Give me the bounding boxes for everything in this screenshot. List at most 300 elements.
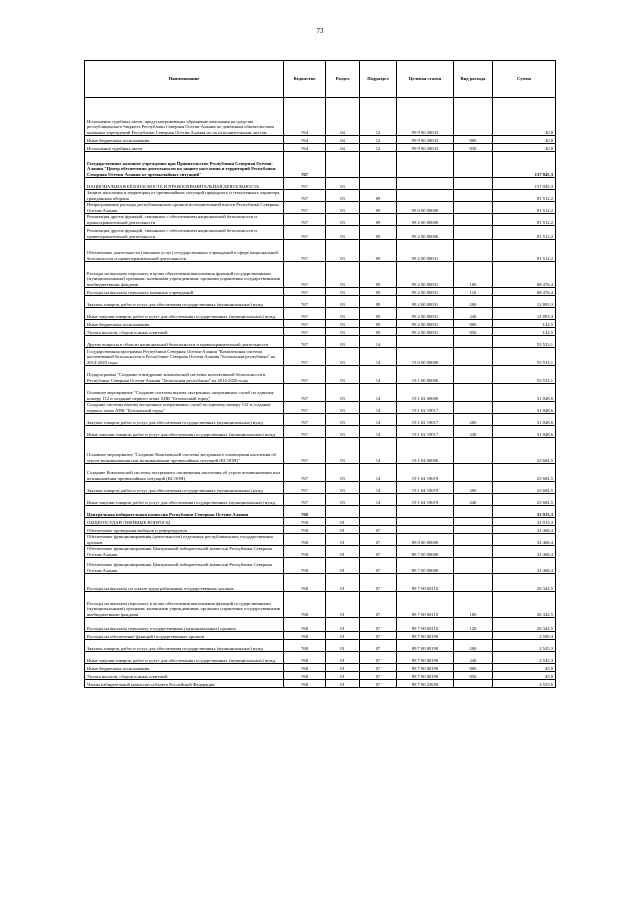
cell-name: Создание системы вызова экстренных оперативных служб по единому номеру 112 и создание первого этапа АПК "Безопасный город" — [85, 402, 284, 414]
cell-target-article: 99 2 00 00031 — [397, 262, 454, 288]
cell-target-article: 99 2 00 00000 — [397, 226, 454, 240]
cell-name: Обеспечение функционирования (деятельности) отдельных республиканских государственных органов — [85, 534, 284, 546]
cell-subsection: 14 — [360, 366, 397, 384]
cell-expense-type: 240 — [454, 426, 493, 438]
cell-section: 03 — [326, 308, 360, 320]
cell-target-article: 89 0 00 00000 — [397, 534, 454, 546]
header-name: Наименование — [85, 61, 284, 98]
cell-department: 767 — [284, 178, 326, 190]
cell-subsection: 14 — [360, 494, 397, 506]
cell-name: Основное мероприятие "Создание Комплексной системы экстренного оповещения населения об угрозе возникновения или возникновении чрезвычайных ситуаций (КСЭОН)" — [85, 438, 284, 464]
cell-name: Иные бюджетные ассигнования — [85, 320, 284, 328]
cell-subsection: 09 — [360, 308, 397, 320]
cell-name: Иные закупки товаров, работ и услуг для обеспечения государственных (муниципальных) нужд — [85, 426, 284, 438]
cell-section: 03 — [326, 214, 360, 226]
cell-name: НАЦИОНАЛЬНАЯ БЕЗОПАСНОСТЬ И ПРАВООХРАНИТЕЛЬНАЯ ДЕЯТЕЛЬНОСТЬ — [85, 178, 284, 190]
cell-expense-type — [454, 214, 493, 226]
cell-department: 767 — [284, 308, 326, 320]
cell-name: Закупка товаров, работ и услуг для обеспечения государственных (муниципальных) нужд — [85, 640, 284, 652]
cell-department: 767 — [284, 482, 326, 494]
cell-expense-type — [454, 402, 493, 414]
cell-section: 03 — [326, 202, 360, 214]
cell-subsection — [360, 178, 397, 190]
cell-target-article: 19 1 02 00000 — [397, 384, 454, 402]
cell-name: Члены избирательной комиссии субъекта Российской Федерации — [85, 680, 284, 688]
cell-department: 767 — [284, 348, 326, 366]
table-row — [85, 288, 556, 296]
table-header-row — [85, 61, 556, 98]
cell-name: Реализация других функций, связанных с обеспечением национальной безопасности и правоохранительной деятельности — [85, 214, 284, 226]
cell-subsection: 09 — [360, 296, 397, 308]
cell-name: Государственное казенное учреждение при Правительстве Республики Северная Осетия-Алания "Центр обеспечения деятельности по защите населения и территорий Республики Северная Осетия-Алания от чрезвычайных ситуаций" — [85, 152, 284, 178]
cell-name: ОБЩЕГОСУДАРСТВЕННЫЕ ВОПРОСЫ — [85, 518, 284, 526]
cell-expense-type — [454, 348, 493, 366]
cell-expense-type: 240 — [454, 308, 493, 320]
table-body — [85, 98, 556, 688]
cell-target-article: 89 7 00 00000 — [397, 558, 454, 574]
cell-subsection: 09 — [360, 226, 397, 240]
cell-expense-type — [454, 152, 493, 178]
cell-expense-type — [454, 98, 493, 136]
cell-expense-type — [454, 464, 493, 482]
cell-target-article: 89 7 00 00190 — [397, 672, 454, 680]
cell-expense-type: 200 — [454, 414, 493, 426]
cell-subsection: 07 — [360, 640, 397, 652]
cell-department: 768 — [284, 518, 326, 526]
cell-name: Закупка товаров, работ и услуг для обеспечения государственных (муниципальных) нужд — [85, 482, 284, 494]
header-target-article: Целевая статья — [397, 61, 454, 98]
cell-department: 768 — [284, 632, 326, 640]
table-row — [85, 240, 556, 262]
cell-section — [326, 506, 360, 518]
cell-department: 767 — [284, 328, 326, 336]
cell-name: Иные бюджетные ассигнования — [85, 664, 284, 672]
table-row — [85, 262, 556, 288]
cell-expense-type — [454, 202, 493, 214]
cell-name: Расходы на выплаты персоналу казенных учреждений — [85, 288, 284, 296]
cell-expense-type — [454, 526, 493, 534]
cell-expense-type — [454, 178, 493, 190]
cell-amount: 23 684,5 — [493, 464, 556, 482]
cell-department: 768 — [284, 664, 326, 672]
cell-amount: 23 684,5 — [493, 482, 556, 494]
table-row — [85, 366, 556, 384]
cell-amount: 20,0 — [493, 98, 556, 136]
header-department: Ведомство — [284, 61, 326, 98]
cell-name: Обеспечение функционирования Центральной избирательной комиссии Республики Северная Осетия-Алания — [85, 558, 284, 574]
cell-department: 767 — [284, 320, 326, 328]
table-row — [85, 518, 556, 526]
cell-section: 04 — [326, 136, 360, 144]
cell-target-article — [397, 506, 454, 518]
cell-department: 767 — [284, 438, 326, 464]
table-row — [85, 296, 556, 308]
cell-section: 03 — [326, 190, 360, 202]
cell-section: 01 — [326, 632, 360, 640]
cell-name: Расходы на выплаты персоналу в целях обеспечения выполнения функций государственными (муниципальными) органами, казенными учреждениями, органами управления государственными внебюджетными фондами — [85, 262, 284, 288]
cell-amount: 81 512,2 — [493, 226, 556, 240]
cell-subsection: 07 — [360, 618, 397, 632]
cell-subsection: 14 — [360, 402, 397, 414]
cell-amount: 55 533,1 — [493, 336, 556, 348]
cell-section: 03 — [326, 384, 360, 402]
cell-target-article: 89 7 00 00190 — [397, 632, 454, 640]
cell-section: 03 — [326, 178, 360, 190]
cell-section: 01 — [326, 664, 360, 672]
cell-target-article — [397, 152, 454, 178]
cell-subsection: 12 — [360, 98, 397, 136]
cell-expense-type: 200 — [454, 482, 493, 494]
cell-department: 767 — [284, 464, 326, 482]
cell-amount: 55 533,1 — [493, 366, 556, 384]
cell-expense-type: 200 — [454, 296, 493, 308]
cell-department: 767 — [284, 262, 326, 288]
cell-department: 764 — [284, 144, 326, 152]
cell-amount: 81 512,2 — [493, 214, 556, 226]
table-row — [85, 348, 556, 366]
cell-amount: 2 590,3 — [493, 632, 556, 640]
cell-amount: 31 848,6 — [493, 414, 556, 426]
cell-target-article — [397, 178, 454, 190]
cell-target-article: 19 0 00 00000 — [397, 348, 454, 366]
cell-section: 04 — [326, 98, 360, 136]
cell-name: Обеспечение проведения выборов и референдумов — [85, 526, 284, 534]
cell-subsection: 09 — [360, 328, 397, 336]
cell-expense-type: 800 — [454, 664, 493, 672]
cell-department: 767 — [284, 402, 326, 414]
cell-section: 01 — [326, 592, 360, 618]
table-row — [85, 464, 556, 482]
table-row — [85, 214, 556, 226]
cell-department: 768 — [284, 574, 326, 592]
cell-department: 768 — [284, 680, 326, 688]
header-amount: Сумма — [493, 61, 556, 98]
cell-amount: 142,5 — [493, 328, 556, 336]
cell-name: Исполнение судебных актов — [85, 144, 284, 152]
cell-expense-type — [454, 240, 493, 262]
cell-section: 03 — [326, 464, 360, 482]
table-row — [85, 592, 556, 618]
cell-section: 01 — [326, 518, 360, 526]
cell-name: Подпрограмма "Создание и внедрение комплексной системы коллективной безопасности в Республике Северная Осетия-Алания "Безопасная республика" на 2014-2020 годы — [85, 366, 284, 384]
cell-target-article: 99 2 00 00031 — [397, 320, 454, 328]
cell-expense-type — [454, 190, 493, 202]
table-row — [85, 152, 556, 178]
cell-department: 768 — [284, 526, 326, 534]
cell-subsection: 07 — [360, 546, 397, 558]
table-row — [85, 546, 556, 558]
cell-section: 03 — [326, 426, 360, 438]
cell-amount: 31 848,6 — [493, 402, 556, 414]
cell-amount: 26 342,5 — [493, 618, 556, 632]
cell-department: 767 — [284, 414, 326, 426]
cell-target-article — [397, 190, 454, 202]
cell-target-article — [397, 518, 454, 526]
cell-expense-type: 240 — [454, 652, 493, 664]
table-row — [85, 308, 556, 320]
cell-subsection: 09 — [360, 202, 397, 214]
cell-expense-type: 100 — [454, 262, 493, 288]
cell-name: Государственная программа Республики Северная Осетия-Алания "Комплексная система коллективной безопасности в Республике Северная Осетия-Алания "Безопасная республика" на 2014-2020 годы — [85, 348, 284, 366]
cell-target-article: 19 1 04 19019 — [397, 464, 454, 482]
cell-subsection — [360, 152, 397, 178]
cell-subsection: 14 — [360, 438, 397, 464]
cell-department: 767 — [284, 296, 326, 308]
cell-department: 768 — [284, 672, 326, 680]
cell-department: 768 — [284, 558, 326, 574]
cell-expense-type: 800 — [454, 136, 493, 144]
cell-section — [326, 152, 360, 178]
cell-amount: 137 045,3 — [493, 152, 556, 178]
cell-amount: 23 684,5 — [493, 438, 556, 464]
cell-subsection — [360, 518, 397, 526]
cell-department: 767 — [284, 288, 326, 296]
cell-amount: 81 512,2 — [493, 190, 556, 202]
cell-target-article: 99 2 00 00031 — [397, 308, 454, 320]
cell-expense-type — [454, 384, 493, 402]
table-row — [85, 414, 556, 426]
cell-section: 03 — [326, 262, 360, 288]
cell-name: Уплата налогов, сборов и иных платежей — [85, 672, 284, 680]
cell-subsection: 09 — [360, 320, 397, 328]
cell-amount: 2 545,3 — [493, 652, 556, 664]
cell-subsection: 07 — [360, 574, 397, 592]
table-row — [85, 506, 556, 518]
cell-target-article: 99 9 00 28033 — [397, 98, 454, 136]
table-row — [85, 534, 556, 546]
cell-department: 767 — [284, 336, 326, 348]
cell-section: 03 — [326, 336, 360, 348]
cell-amount: 3 535,6 — [493, 680, 556, 688]
table-row — [85, 482, 556, 494]
cell-target-article: 89 7 00 00110 — [397, 592, 454, 618]
cell-expense-type — [454, 226, 493, 240]
budget-table — [84, 60, 556, 688]
cell-section: 01 — [326, 574, 360, 592]
cell-target-article: 19 1 02 19017 — [397, 414, 454, 426]
cell-expense-type: 850 — [454, 672, 493, 680]
cell-name: Обеспечение деятельности (оказание услуг) государственных учреждений в сфере национальной безопасности и правоохранительной деятельности — [85, 240, 284, 262]
cell-expense-type: 120 — [454, 618, 493, 632]
cell-target-article — [397, 526, 454, 534]
cell-section: 01 — [326, 672, 360, 680]
cell-subsection: 12 — [360, 144, 397, 152]
cell-amount: 26 342,5 — [493, 592, 556, 618]
cell-amount: 68 476,4 — [493, 288, 556, 296]
cell-name: Расходы на выплаты персоналу государственных (муниципальных) органов — [85, 618, 284, 632]
table-row — [85, 190, 556, 202]
cell-amount: 32 468,4 — [493, 526, 556, 534]
cell-amount: 45,0 — [493, 672, 556, 680]
cell-section: 03 — [326, 494, 360, 506]
cell-name: Закупка товаров, работ и услуг для обеспечения государственных (муниципальных) нужд — [85, 296, 284, 308]
cell-expense-type — [454, 336, 493, 348]
cell-target-article: 19 1 04 19019 — [397, 482, 454, 494]
cell-section: 03 — [326, 438, 360, 464]
cell-subsection: 09 — [360, 288, 397, 296]
header-expense-type: Вид расхода — [454, 61, 493, 98]
cell-target-article: 19 1 02 19017 — [397, 426, 454, 438]
cell-department: 764 — [284, 136, 326, 144]
cell-expense-type — [454, 558, 493, 574]
cell-name: Расходы на выплаты персоналу в целях обеспечения выполнения функций государственными (муниципальными) органами, казенными учреждениями, органами управления государственными внебюджетными фондами — [85, 592, 284, 618]
cell-name: Расходы на выплаты по оплате труда работников государственных органов — [85, 574, 284, 592]
cell-subsection: 12 — [360, 136, 397, 144]
header-subsection: Подраздел — [360, 61, 397, 98]
table-row — [85, 494, 556, 506]
cell-target-article: 99 2 00 00031 — [397, 296, 454, 308]
cell-expense-type — [454, 438, 493, 464]
cell-section: 03 — [326, 348, 360, 366]
cell-subsection: 07 — [360, 652, 397, 664]
cell-department: 768 — [284, 618, 326, 632]
cell-department: 767 — [284, 384, 326, 402]
cell-section: 03 — [326, 226, 360, 240]
table-row — [85, 680, 556, 688]
table-row — [85, 652, 556, 664]
cell-section: 03 — [326, 414, 360, 426]
cell-amount: 142,5 — [493, 320, 556, 328]
cell-name: Непрограммные расходы республиканских органов исполнительной власти Республики Северная Осетия-Алания — [85, 202, 284, 214]
cell-expense-type — [454, 680, 493, 688]
cell-target-article: 89 7 00 00190 — [397, 640, 454, 652]
cell-amount: 20,0 — [493, 144, 556, 152]
cell-expense-type: 240 — [454, 494, 493, 506]
table-row — [85, 98, 556, 136]
cell-amount: 32 915,3 — [493, 506, 556, 518]
cell-target-article: 89 7 00 00110 — [397, 574, 454, 592]
cell-amount: 12 893,3 — [493, 296, 556, 308]
cell-target-article: 19 1 04 19019 — [397, 494, 454, 506]
cell-expense-type — [454, 518, 493, 526]
cell-amount: 31 848,6 — [493, 384, 556, 402]
cell-amount: 32 468,4 — [493, 534, 556, 546]
cell-department: 767 — [284, 226, 326, 240]
cell-target-article: 99 9 00 28033 — [397, 136, 454, 144]
cell-section: 03 — [326, 482, 360, 494]
cell-name: Реализация других функций, связанных с обеспечением национальной безопасности и правоохранительной деятельности — [85, 226, 284, 240]
cell-subsection: 07 — [360, 632, 397, 640]
cell-subsection: 09 — [360, 190, 397, 202]
cell-amount: 31 848,6 — [493, 426, 556, 438]
cell-section: 04 — [326, 144, 360, 152]
cell-target-article — [397, 336, 454, 348]
cell-section: 01 — [326, 618, 360, 632]
cell-department: 768 — [284, 652, 326, 664]
cell-department: 767 — [284, 152, 326, 178]
cell-amount: 12 893,3 — [493, 308, 556, 320]
cell-name: Обеспечение функционирования Центральной избирательной комиссии Республики Северная Осетия-Алания — [85, 546, 284, 558]
cell-name: Иные закупки товаров, работ и услуг для обеспечения государственных (муниципальных) нужд — [85, 652, 284, 664]
cell-target-article: 99 0 00 00000 — [397, 202, 454, 214]
cell-expense-type: 110 — [454, 288, 493, 296]
cell-amount: 81 512,2 — [493, 202, 556, 214]
table-row — [85, 384, 556, 402]
cell-expense-type: 800 — [454, 320, 493, 328]
cell-target-article: 19 1 02 19017 — [397, 402, 454, 414]
cell-section: 03 — [326, 288, 360, 296]
cell-name: Иные закупки товаров, работ и услуг для обеспечения государственных (муниципальных) нужд — [85, 494, 284, 506]
cell-department: 767 — [284, 366, 326, 384]
cell-amount: 137 045,3 — [493, 178, 556, 190]
cell-amount: 32 915,3 — [493, 518, 556, 526]
cell-expense-type: 100 — [454, 592, 493, 618]
cell-subsection: 07 — [360, 680, 397, 688]
cell-section: 01 — [326, 534, 360, 546]
cell-subsection: 07 — [360, 534, 397, 546]
cell-name: Исполнение судебных актов, предусматривающих обращение взыскания на средства республиканского бюджета Республики Северная Осетия-Алания по денежным обязательствам казенных учреждений Республики Северная Осетия-Алания по их исполнительным листам — [85, 98, 284, 136]
cell-target-article: 19 1 04 00000 — [397, 438, 454, 464]
header-section: Раздел — [326, 61, 360, 98]
cell-subsection: 07 — [360, 664, 397, 672]
cell-department: 768 — [284, 506, 326, 518]
cell-subsection: 09 — [360, 262, 397, 288]
cell-expense-type: 200 — [454, 640, 493, 652]
table-row — [85, 438, 556, 464]
cell-target-article: 99 2 00 00031 — [397, 240, 454, 262]
table-row — [85, 640, 556, 652]
cell-section: 01 — [326, 546, 360, 558]
cell-expense-type — [454, 534, 493, 546]
cell-target-article: 89 7 00 00000 — [397, 546, 454, 558]
cell-section: 03 — [326, 320, 360, 328]
cell-name: Центральная избирательная комиссия Республики Северная Осетия-Алания — [85, 506, 284, 518]
cell-subsection: 14 — [360, 426, 397, 438]
cell-name: Расходы на обеспечение функций государственных органов — [85, 632, 284, 640]
cell-section: 03 — [326, 296, 360, 308]
cell-amount: 23 684,5 — [493, 494, 556, 506]
cell-section: 01 — [326, 652, 360, 664]
cell-name: Создание Комплексной системы экстренного оповещения населения об угрозе возникновения или возникновения чрезвычайных ситуаций (КСЭОН) — [85, 464, 284, 482]
cell-section: 01 — [326, 640, 360, 652]
cell-subsection: 09 — [360, 240, 397, 262]
cell-subsection: 14 — [360, 348, 397, 366]
cell-section: 01 — [326, 526, 360, 534]
cell-subsection: 07 — [360, 592, 397, 618]
table-row — [85, 426, 556, 438]
cell-name: Защита населения и территории от чрезвычайных ситуаций природного и техногенного характера, гражданская оборона — [85, 190, 284, 202]
cell-department: 764 — [284, 98, 326, 136]
cell-department: 767 — [284, 202, 326, 214]
cell-name: Закупка товаров, работ и услуг для обеспечения государственных (муниципальных) нужд — [85, 414, 284, 426]
cell-name: Основное мероприятие "Создание системы вызова экстренных оперативных служб по единому номеру 112 и создание первого этапа АПК "Безопасный город" — [85, 384, 284, 402]
cell-department: 767 — [284, 494, 326, 506]
table-row — [85, 526, 556, 534]
cell-name: Иные бюджетные ассигнования — [85, 136, 284, 144]
table-row — [85, 664, 556, 672]
cell-amount: 45,0 — [493, 664, 556, 672]
cell-department: 767 — [284, 190, 326, 202]
cell-subsection: 14 — [360, 384, 397, 402]
cell-section: 03 — [326, 240, 360, 262]
table-row — [85, 320, 556, 328]
cell-subsection: 09 — [360, 214, 397, 226]
cell-amount: 32 468,4 — [493, 558, 556, 574]
table-row — [85, 328, 556, 336]
table-row — [85, 618, 556, 632]
cell-amount: 68 476,4 — [493, 262, 556, 288]
cell-target-article: 99 2 00 00031 — [397, 328, 454, 336]
cell-target-article: 89 7 00 00110 — [397, 618, 454, 632]
cell-section: 03 — [326, 366, 360, 384]
cell-expense-type — [454, 632, 493, 640]
cell-section: 01 — [326, 680, 360, 688]
cell-subsection: 14 — [360, 336, 397, 348]
cell-expense-type: 850 — [454, 328, 493, 336]
cell-subsection: 07 — [360, 558, 397, 574]
cell-expense-type — [454, 574, 493, 592]
cell-subsection: 14 — [360, 414, 397, 426]
